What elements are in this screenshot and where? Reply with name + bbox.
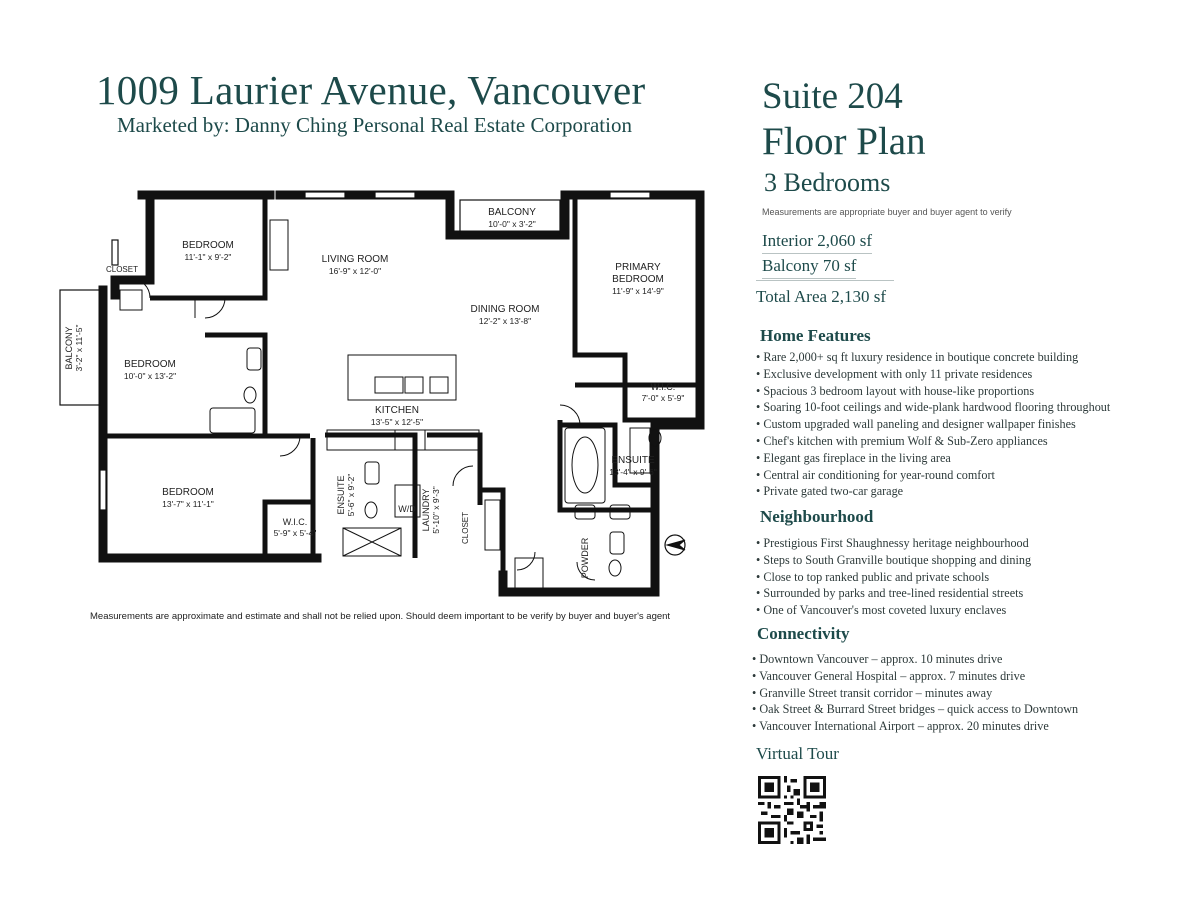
room-dim-dining: 12'-2" x 13'-8" xyxy=(478,316,532,326)
room-label-balcony-side: BALCONY xyxy=(64,326,74,370)
room-dim-living: 16'-9" x 12'-0" xyxy=(328,266,382,276)
room-label-laundry: LAUNDRY xyxy=(421,488,431,532)
measurement-note: Measurements are appropriate buyer and buyer agent to verify xyxy=(762,207,1012,217)
list-item: • Rare 2,000+ sq ft luxury residence in boutique concrete building xyxy=(756,349,1110,366)
room-dim-bedroom-1: 11'-1" x 9'-2" xyxy=(184,252,232,262)
room-label-balcony-top: BALCONY xyxy=(488,207,536,218)
room-label-powder: POWDER xyxy=(580,537,590,579)
room-label-wic-3: W.I.C. xyxy=(282,517,308,527)
list-item: • Downtown Vancouver – approx. 10 minutes drive xyxy=(752,651,1078,668)
room-dim-kitchen: 13'-5" x 12'-5" xyxy=(370,417,424,427)
room-label-ensuite-primary: ENSUITE xyxy=(611,455,655,466)
neighbourhood-list xyxy=(756,535,1031,619)
qr-code-icon[interactable] xyxy=(758,776,826,844)
interior-area: Interior 2,060 sf xyxy=(762,231,872,254)
home-features-list xyxy=(756,349,1110,500)
room-dim-balcony-side: 3'-2" x 11'-5" xyxy=(74,324,84,372)
room-dim-balcony-top: 10'-0" x 3'-2" xyxy=(488,219,536,229)
neighbourhood-heading: Neighbourhood xyxy=(760,507,874,526)
room-label-primary: PRIMARY xyxy=(615,262,661,273)
list-item: • Granville Street transit corridor – minutes away xyxy=(752,685,1078,702)
list-item: • Steps to South Granville boutique shopping and dining xyxy=(756,552,1031,569)
list-item: • Exclusive development with only 11 private residences xyxy=(756,366,1110,383)
room-dim-ensuite-2: 5'-6" x 9'-2" xyxy=(346,473,356,517)
list-item: • Central air conditioning for year-round comfort xyxy=(756,467,1110,484)
virtual-tour-label: Virtual Tour xyxy=(756,744,839,763)
room-label-primary-2: BEDROOM xyxy=(612,274,664,285)
wall xyxy=(115,195,150,295)
room-label-ensuite-2: ENSUITE xyxy=(336,475,346,515)
plan-disclaimer: Measurements are approximate and estimate and shall not be relied upon. Should deem important to be verify by buyer and buyer's agent xyxy=(90,611,671,622)
list-item: • Vancouver General Hospital – approx. 7 minutes drive xyxy=(752,668,1078,685)
room-dim-wic-primary: 7'-0" x 5'-9" xyxy=(641,393,685,403)
list-item: • Prestigious First Shaughnessy heritage neighbourhood xyxy=(756,535,1031,552)
room-dim-bedroom-3: 13'-7" x 11'-1" xyxy=(162,499,214,509)
room-label-closet-2: CLOSET xyxy=(461,511,470,545)
balcony-area: Balcony 70 sf xyxy=(762,256,856,279)
room-label-closet-1: CLOSET xyxy=(105,265,139,274)
room-label-kitchen: KITCHEN xyxy=(375,405,419,416)
room-label-bedroom-1: BEDROOM xyxy=(182,240,234,251)
area-divider xyxy=(756,280,894,281)
list-item: • Private gated two-car garage xyxy=(756,483,1110,500)
list-item: • Elegant gas fireplace in the living area xyxy=(756,450,1110,467)
room-label-bedroom-3: BEDROOM xyxy=(162,487,214,498)
list-item: • One of Vancouver's most coveted luxury enclaves xyxy=(756,602,1031,619)
room-label-wic-primary: W.I.C. xyxy=(650,382,676,392)
bedroom-count: 3 Bedrooms xyxy=(764,168,891,197)
total-area: Total Area 2,130 sf xyxy=(756,287,887,306)
room-label-dining: DINING ROOM xyxy=(470,304,540,315)
room-dim-bedroom-2: 10'-0" x 13'-2" xyxy=(123,371,177,381)
room-label-bedroom-2: BEDROOM xyxy=(124,359,176,370)
home-features-heading: Home Features xyxy=(760,326,871,345)
floor-plan-drawing xyxy=(55,180,715,600)
list-item: • Surrounded by parks and tree-lined residential streets xyxy=(756,585,1031,602)
connectivity-list xyxy=(752,651,1078,735)
room-dim-ensuite-primary: 13'-4" x 9'-6" xyxy=(609,467,657,477)
marketed-by-line: Marketed by: Danny Ching Personal Real Estate Corporation xyxy=(117,113,632,137)
list-item: • Chef's kitchen with premium Wolf & Sub-Zero appliances xyxy=(756,433,1110,450)
list-item: • Close to top ranked public and private schools xyxy=(756,569,1031,586)
room-dim-primary: 11'-9" x 14'-9" xyxy=(612,286,664,296)
room-dim-laundry: 5'-10" x 9'-3" xyxy=(431,486,441,534)
room-label-wd: W/D xyxy=(398,504,416,514)
room-dim-wic-3: 5'-9" x 5'-4" xyxy=(273,528,317,538)
listing-address-title: 1009 Laurier Avenue, Vancouver xyxy=(96,67,646,113)
connectivity-heading: Connectivity xyxy=(757,624,850,643)
list-item: • Vancouver International Airport – approx. 20 minutes drive xyxy=(752,718,1078,735)
floor-plan-heading: Floor Plan xyxy=(762,120,926,163)
list-item: • Spacious 3 bedroom layout with house-like proportions xyxy=(756,383,1110,400)
suite-number: Suite 204 xyxy=(762,76,903,117)
room-label-living: LIVING ROOM xyxy=(321,254,389,265)
list-item: • Custom upgraded wall paneling and designer wallpaper finishes xyxy=(756,416,1110,433)
list-item: • Soaring 10-foot ceilings and wide-plank hardwood flooring throughout xyxy=(756,399,1110,416)
list-item: • Oak Street & Burrard Street bridges – quick access to Downtown xyxy=(752,701,1078,718)
